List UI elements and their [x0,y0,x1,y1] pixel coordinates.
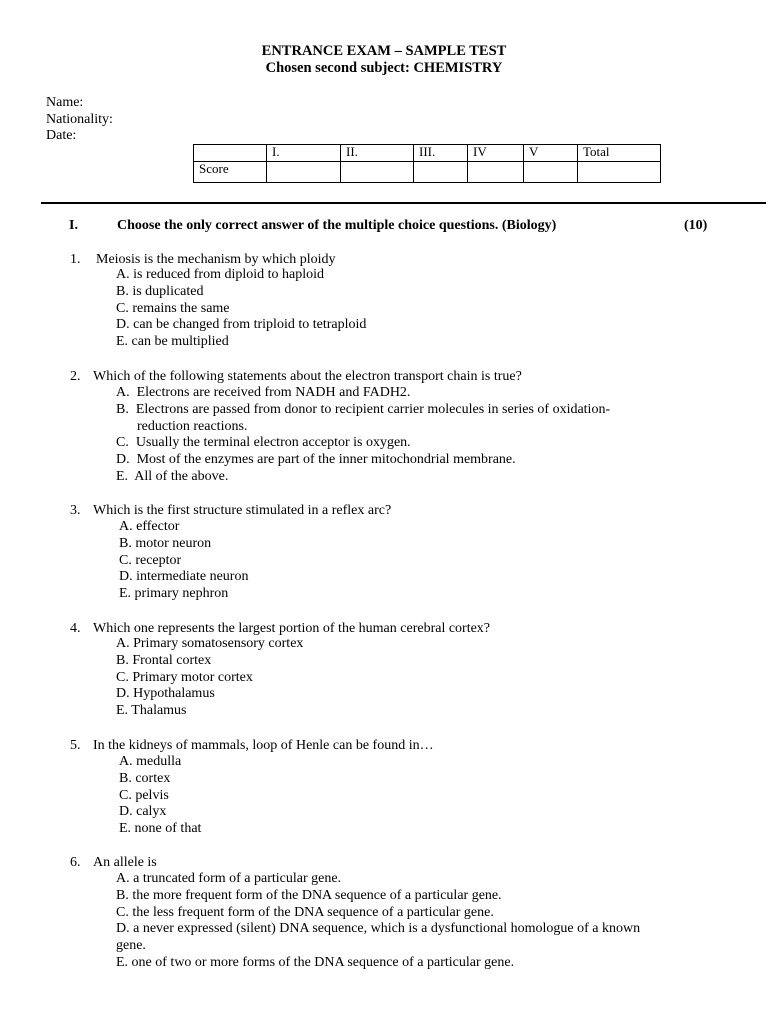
score-col-total: Total [578,145,661,162]
question-1-text: Meiosis is the mechanism by which ploidy [96,252,336,267]
question-6-text: An allele is [93,855,157,870]
question-2-option-b[interactable]: B. Electrons are passed from donor to recipient carrier molecules in series of oxidation- [116,401,611,417]
exam-title: ENTRANCE EXAM – SAMPLE TEST [261,43,507,59]
question-6-option-a[interactable]: A. a truncated form of a particular gene. [116,871,342,886]
question-1-option-e[interactable]: E. can be multiplied [116,334,229,350]
question-1-option-b[interactable]: B. is duplicated [116,283,204,299]
question-4-option-e[interactable]: E. Thalamus [116,703,187,719]
nationality-label: Nationality: [46,112,113,127]
question-5-option-a[interactable]: A. medulla [119,754,182,769]
score-table [193,144,661,183]
question-2-number: 2. [70,369,81,384]
question-4-option-a[interactable]: A. Primary somatosensory cortex [116,636,304,651]
name-label: Name: [46,95,84,110]
question-1-option-d[interactable]: D. can be changed from triploid to tetraploid [116,317,367,333]
score-table-score-row [194,162,661,183]
question-3-option-b[interactable]: B. motor neuron [119,535,212,551]
question-6-option-d-continued: gene. [116,938,146,954]
section-instruction: Choose the only correct answer of the multiple choice questions. (Biology) [117,218,557,233]
question-5-number: 5. [70,738,81,753]
question-6-option-b[interactable]: B. the more frequent form of the DNA sequence of a particular gene. [116,887,502,903]
question-2-option-d[interactable]: D. Most of the enzymes are part of the inner mitochondrial membrane. [116,452,516,468]
question-5-option-d[interactable]: D. calyx [119,804,167,820]
question-6-option-c[interactable]: C. the less frequent form of the DNA sequence of a particular gene. [116,904,494,920]
question-3-text: Which is the first structure stimulated in a reflex arc? [93,503,392,518]
question-4-number: 4. [70,621,81,636]
question-3-number: 3. [70,503,81,518]
question-4-text: Which one represents the largest portion of the human cerebral cortex? [93,621,491,636]
score-col-3: III. [414,145,468,162]
score-cell-1[interactable] [267,162,341,183]
score-col-4: IV [468,145,524,162]
section-divider [41,202,766,204]
question-6-option-e[interactable]: E. one of two or more forms of the DNA sequence of a particular gene. [116,954,515,970]
exam-subtitle: Chosen second subject: CHEMISTRY [265,60,503,76]
question-2-text: Which of the following statements about the electron transport chain is true? [93,369,522,384]
question-6-option-d[interactable]: D. a never expressed (silent) DNA sequence, which is a dysfunctional homologue of a known [116,921,641,937]
question-4-option-b[interactable]: B. Frontal cortex [116,652,212,668]
question-3-option-a[interactable]: A. effector [119,519,180,534]
question-3-option-c[interactable]: C. receptor [119,552,182,568]
score-table-header-row [194,145,661,162]
score-row-label: Score [194,162,267,183]
question-5-option-c[interactable]: C. pelvis [119,787,169,803]
question-1-number: 1. [70,252,81,267]
question-1-options [116,267,366,351]
question-1-option-a[interactable]: A. is reduced from diploid to haploid [116,267,325,282]
question-2-option-e[interactable]: E. All of the above. [116,468,229,484]
score-cell-5[interactable] [524,162,578,183]
question-1-option-c[interactable]: C. remains the same [116,300,230,316]
question-5-text: In the kidneys of mammals, loop of Henle can be found in… [93,738,434,753]
question-4-option-c[interactable]: C. Primary motor cortex [116,669,253,685]
score-cell-3[interactable] [414,162,468,183]
question-5-option-e[interactable]: E. none of that [119,821,202,837]
section-number: I. [69,218,78,233]
date-label: Date: [46,128,77,143]
question-2-option-b-continued: reduction reactions. [116,418,248,434]
question-5-options [119,754,201,838]
section-points: (10) [684,218,708,233]
question-6-number: 6. [70,855,81,870]
score-col-1: I. [267,145,341,162]
question-2-option-a[interactable]: A. Electrons are received from NADH and FADH2. [116,385,411,400]
question-6-options [116,871,640,972]
question-3-options [119,519,248,603]
score-cell-4[interactable] [468,162,524,183]
score-col-2: II. [341,145,414,162]
score-table-corner-cell [194,145,267,162]
question-2-option-c[interactable]: C. Usually the terminal electron acceptor is oxygen. [116,435,411,451]
score-cell-total[interactable] [578,162,661,183]
question-2-options [116,385,610,486]
score-col-5: V [524,145,578,162]
question-4-options [116,636,303,720]
question-5-option-b[interactable]: B. cortex [119,770,171,786]
question-3-option-e[interactable]: E. primary nephron [119,586,229,602]
question-3-option-d[interactable]: D. intermediate neuron [119,569,249,585]
question-4-option-d[interactable]: D. Hypothalamus [116,686,215,702]
score-cell-2[interactable] [341,162,414,183]
